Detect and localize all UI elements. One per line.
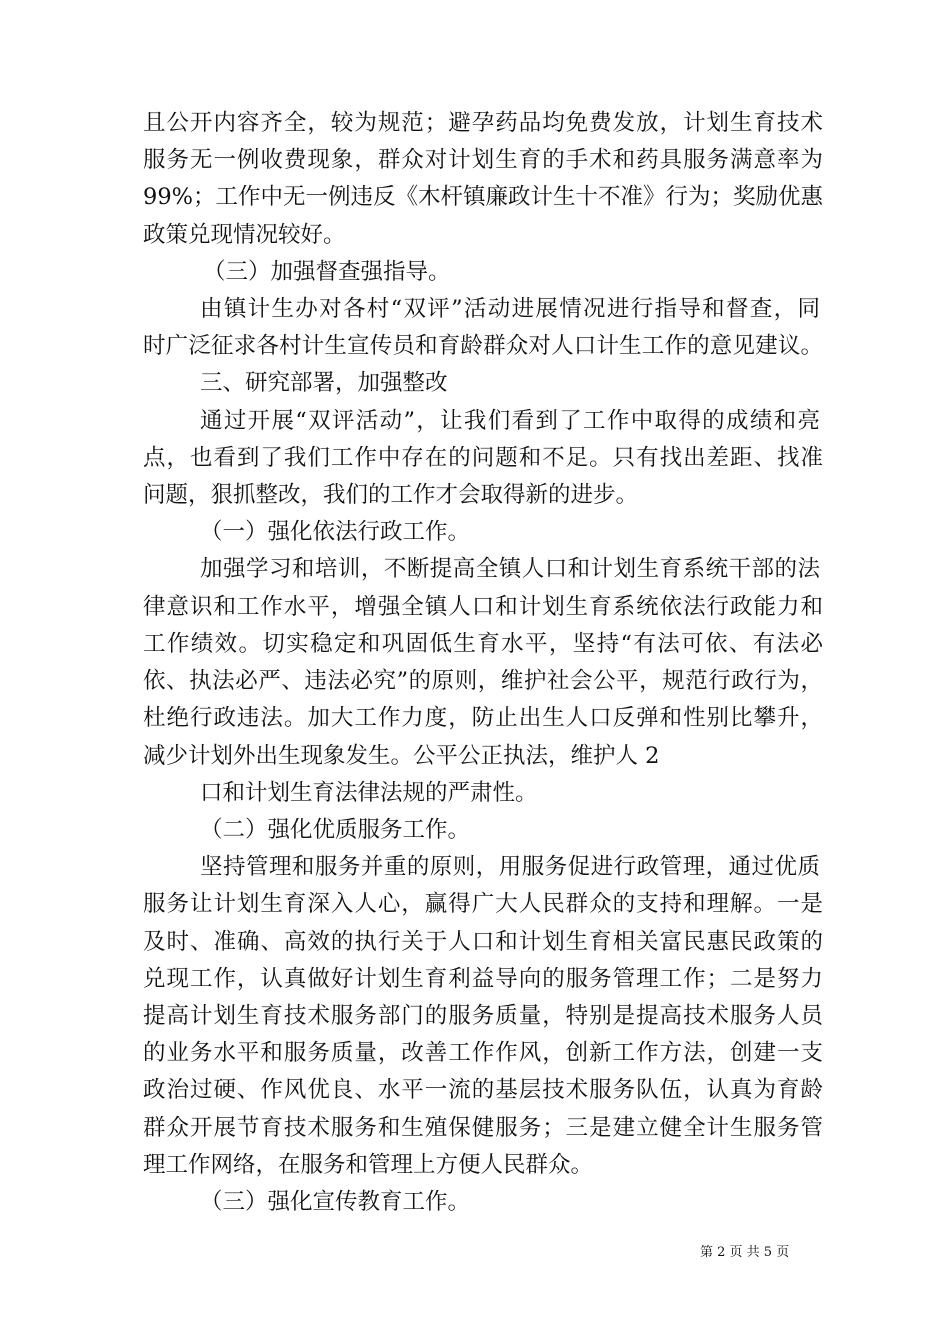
text-line: 的业务水平和服务质量，改善工作作风，创新工作方法，创建一支 — [143, 1040, 823, 1066]
text-line: 问题，狠抓整改，我们的工作才会取得新的进步。 — [143, 482, 639, 508]
section-heading: 三、研究部署，加强整改 — [200, 370, 448, 396]
text-line: 提高计划生育技术服务部门的服务质量，特别是提高技术服务人员 — [143, 1003, 823, 1029]
text-line: 律意识和工作水平，增强全镇人口和计划生育系统依法行政能力和 — [143, 594, 823, 620]
text-line: 由镇计生办对各村“双评”活动进展情况进行指导和督查，同 — [200, 296, 820, 322]
text-line: 政治过硬、作风优良、水平一流的基层技术服务队伍，认真为育龄 — [143, 1077, 823, 1103]
text-line: 且公开内容齐全，较为规范；避孕药品均免费发放，计划生育技术 — [143, 110, 823, 136]
text-line: 点，也看到了我们工作中存在的问题和不足。只有找出差距、找准 — [143, 445, 823, 471]
text-line: 工作绩效。切实稳定和巩固低生育水平，坚持“有法可依、有法必 — [143, 631, 823, 657]
text-line: 减少计划外出生现象发生。公平公正执法，维护人 2 — [143, 743, 660, 769]
text-line: 加强学习和培训，不断提高全镇人口和计划生育系统干部的法 — [200, 556, 820, 582]
text-line: 时广泛征求各村计生宣传员和育龄群众对人口计生工作的意见建议。 — [143, 333, 823, 359]
page-number: 第 2 页 共 5 页 — [700, 1245, 790, 1260]
text-line: 政策兑现情况较好。 — [143, 222, 346, 248]
text-line: 依、执法必严、违法必究”的原则，维护社会公平，规范行政行为， — [143, 668, 823, 694]
text-line: 理工作网络，在服务和管理上方便人民群众。 — [143, 1152, 594, 1178]
section-heading: （三）加强督查强指导。 — [203, 259, 451, 285]
text-line: 群众开展节育技术服务和生殖保健服务；三是建立健全计生服务管 — [143, 1115, 823, 1141]
text-line: 服务无一例收费现象，群众对计划生育的手术和药具服务满意率为 — [143, 147, 823, 173]
text-line: 坚持管理和服务并重的原则，用服务促进行政管理，通过优质 — [200, 854, 820, 880]
text-line: 口和计划生育法律法规的严肃性。 — [200, 780, 538, 806]
section-heading: （二）强化优质服务工作。 — [200, 817, 471, 843]
text-line: 通过开展“双评活动”，让我们看到了工作中取得的成绩和亮 — [200, 408, 820, 434]
text-line: 兑现工作，认真做好计划生育利益导向的服务管理工作；二是努力 — [143, 966, 823, 992]
text-line: 99%；工作中无一例违反《木杆镇廉政计生十不准》行为；奖励优惠 — [143, 184, 823, 210]
section-heading: （一）强化依法行政工作。 — [200, 519, 471, 545]
text-line: 及时、准确、高效的执行关于人口和计划生育相关富民惠民政策的 — [143, 929, 823, 955]
section-heading: （三）强化宣传教育工作。 — [200, 1189, 471, 1215]
text-line: 服务让计划生育深入人心，赢得广大人民群众的支持和理解。一是 — [143, 891, 823, 917]
text-line: 杜绝行政违法。加大工作力度，防止出生人口反弹和性别比攀升， — [143, 705, 823, 731]
